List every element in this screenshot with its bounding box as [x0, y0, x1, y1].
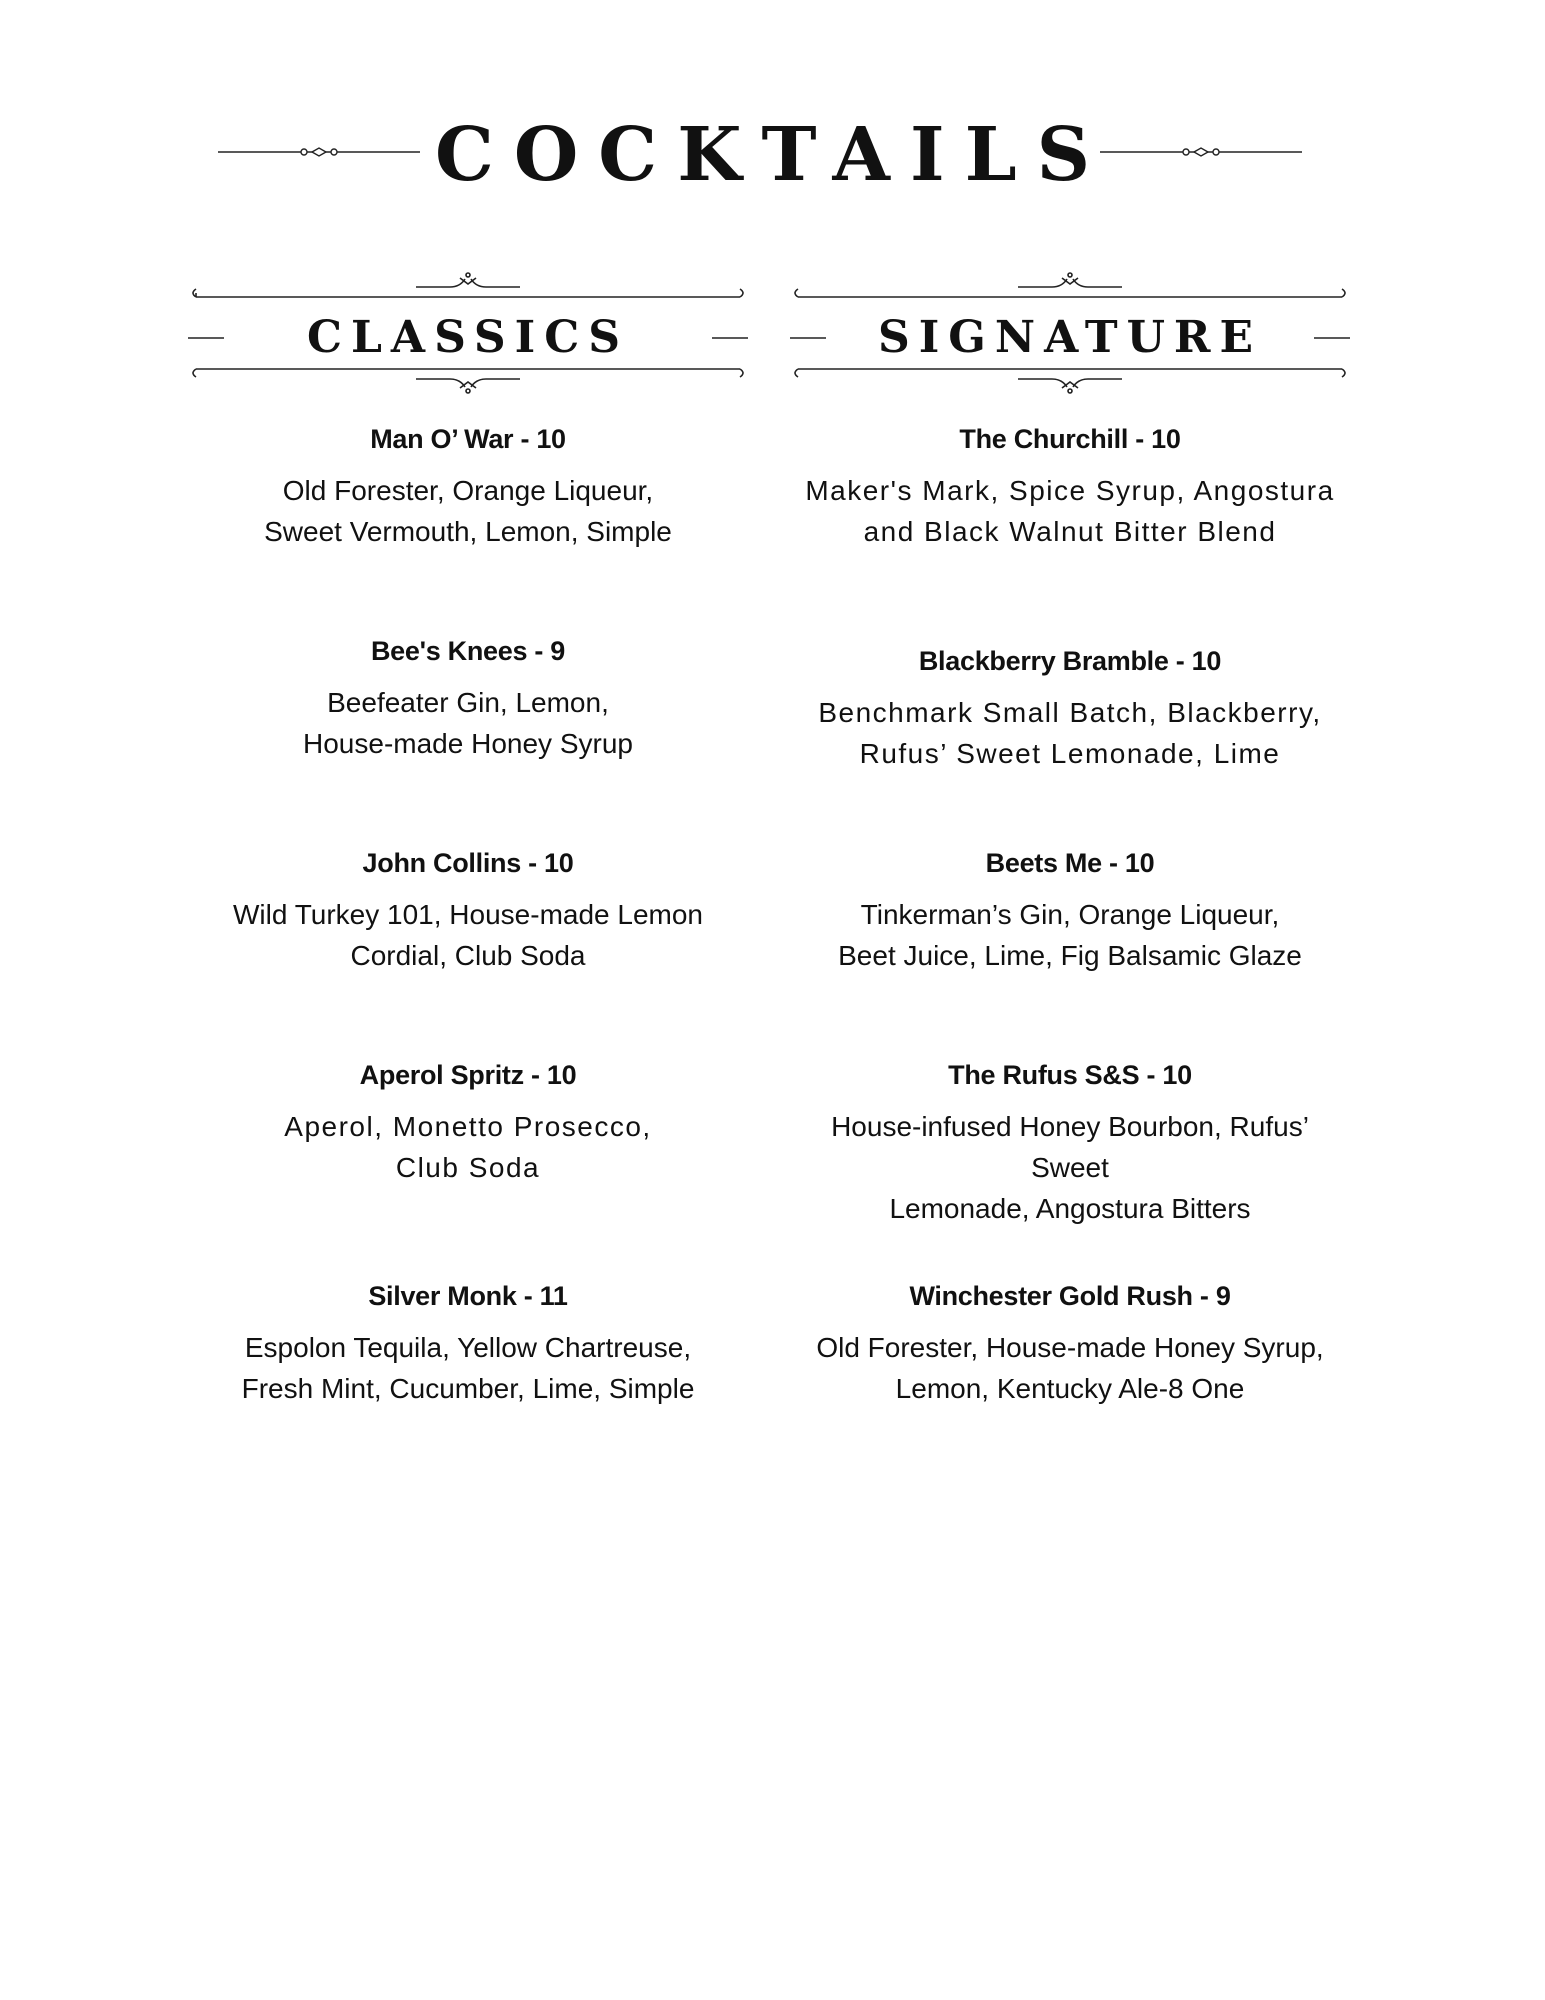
menu-item-name: Aperol Spritz - 10 — [359, 1060, 577, 1090]
menu-item-description: Wild Turkey 101, House-made Lemon Cordial, Club Soda — [233, 899, 703, 971]
menu-item — [188, 634, 748, 764]
menu-item-name: Beets Me - 10 — [985, 848, 1155, 878]
menu-item — [790, 1279, 1350, 1409]
page-title: COCKTAILS — [434, 112, 1111, 198]
section-header-classics — [188, 272, 748, 402]
menu-item-description: House-infused Honey Bourbon, Rufus’ Sweet Lemonade, Angostura Bitters — [831, 1111, 1309, 1224]
menu-item-name: John Collins - 10 — [362, 848, 574, 878]
menu-item — [790, 644, 1350, 774]
title-row — [0, 110, 1545, 200]
menu-item — [188, 846, 748, 976]
classics-column — [188, 272, 748, 1404]
menu-item-description: Tinkerman’s Gin, Orange Liqueur, Beet Juice, Lime, Fig Balsamic Glaze — [838, 899, 1302, 971]
menu-item-name: The Rufus S&S - 10 — [948, 1060, 1192, 1090]
menu-item-description: Espolon Tequila, Yellow Chartreuse, Fresh Mint, Cucumber, Lime, Simple — [241, 1332, 695, 1404]
menu-item-name: Winchester Gold Rush - 9 — [909, 1281, 1231, 1311]
menu-item — [188, 1058, 748, 1188]
section-heading-signature: SIGNATURE — [877, 312, 1263, 363]
menu-item-description: Old Forester, Orange Liqueur, Sweet Vermouth, Lemon, Simple — [264, 475, 672, 547]
menu-item — [188, 422, 748, 552]
menu-item-name: Silver Monk - 11 — [368, 1281, 568, 1311]
menu-item-description: Beefeater Gin, Lemon, House-made Honey Syrup — [303, 687, 633, 759]
menu-item — [790, 1058, 1350, 1229]
menu-item-name: Bee's Knees - 9 — [370, 636, 566, 666]
signature-column — [790, 272, 1350, 1404]
menu-item-description: Aperol, Monetto Prosecco, Club Soda — [284, 1111, 652, 1183]
menu-item — [790, 846, 1350, 976]
menu-item-description: Benchmark Small Batch, Blackberry, Rufus’ Sweet Lemonade, Lime — [818, 697, 1322, 769]
menu-item-name: Blackberry Bramble - 10 — [918, 646, 1222, 676]
section-header-signature — [790, 272, 1350, 402]
menu-item-description: Maker's Mark, Spice Syrup, Angostura and Black Walnut Bitter Blend — [805, 475, 1335, 547]
menu-item — [188, 1279, 748, 1409]
menu-item-description: Old Forester, House-made Honey Syrup, Lemon, Kentucky Ale-8 One — [816, 1332, 1324, 1404]
menu-item — [790, 422, 1350, 552]
section-heading-classics: CLASSICS — [306, 312, 630, 363]
menu-item-name: Man O’ War - 10 — [370, 424, 566, 454]
title-ornament-right-icon — [1100, 145, 1302, 159]
menu-item-name: The Churchill - 10 — [959, 424, 1181, 454]
